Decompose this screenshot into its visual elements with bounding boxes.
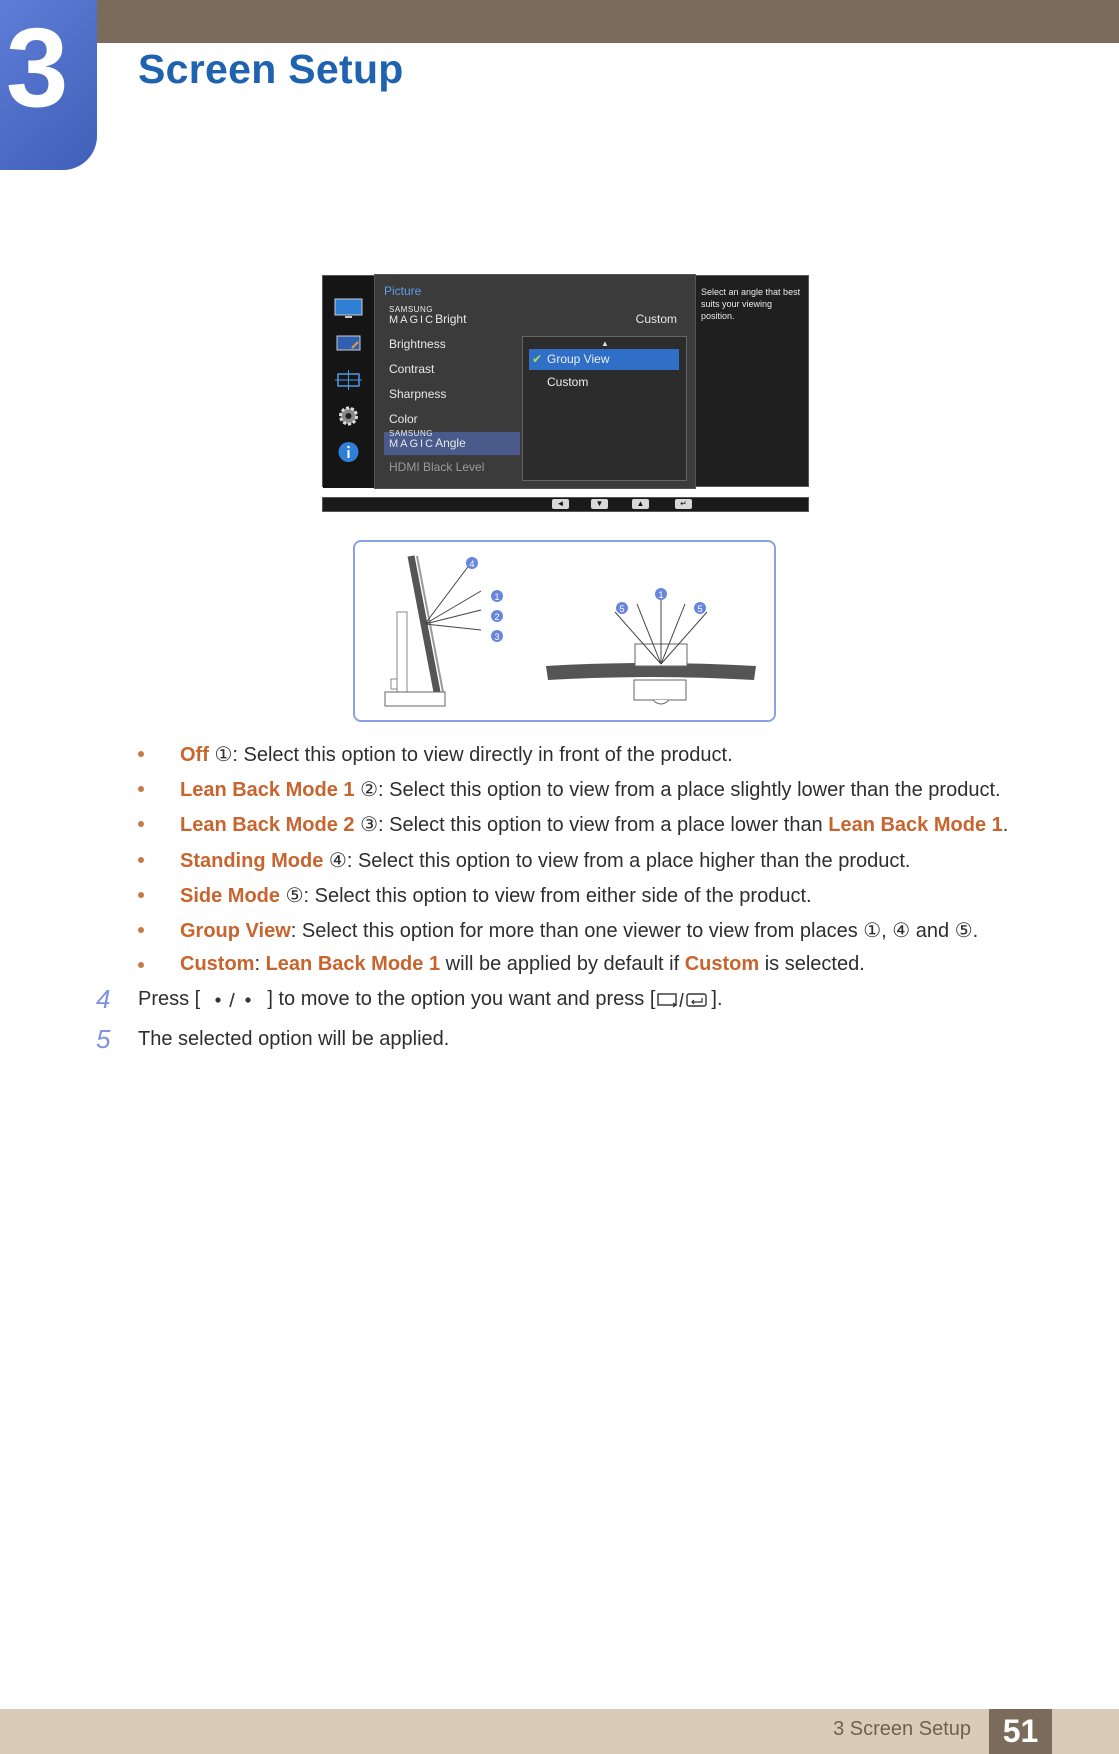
step-text-b: ] to move to the option you want and press [ (267, 988, 656, 1010)
separator: : (254, 953, 266, 975)
marker-1: 1 (494, 592, 500, 602)
term: Lean Back Mode 2 (180, 814, 355, 836)
marker: ② (360, 779, 379, 801)
term-ref-2: Custom (684, 953, 760, 975)
dot-slash-dot-icon (206, 990, 262, 1010)
samsung-wordmark: SAMSUNG (389, 305, 433, 314)
bullet-icon (138, 892, 144, 898)
description: : Select this option to view from a place lower than (378, 814, 829, 836)
term: Standing Mode (180, 850, 324, 872)
step-text: The selected option will be applied. (138, 1028, 450, 1050)
tail: . (1002, 814, 1009, 836)
marker-2: 2 (494, 612, 500, 622)
step-text-c: ]. (711, 988, 723, 1010)
monitor-icon (334, 298, 363, 320)
step-number: 5 (96, 1024, 111, 1054)
bullet-icon (138, 857, 144, 863)
up-arrow-button[interactable]: ▲ (632, 499, 649, 509)
footer-section: 3 Screen Setup (833, 1718, 971, 1740)
osd-picture-panel (374, 274, 696, 489)
marker-4: 4 (469, 559, 475, 569)
samsung-wordmark: SAMSUNG (389, 429, 433, 438)
term: Custom (180, 953, 255, 975)
term: Group View (180, 920, 291, 942)
enter-key-icon (655, 990, 711, 1010)
term-ref: Lean Back Mode 1 (265, 953, 441, 975)
page-number: 51 (989, 1709, 1052, 1754)
term: Side Mode (180, 885, 281, 907)
osd-item-hdmi-black-level[interactable]: HDMI Black Level (389, 460, 485, 474)
angle-dropdown[interactable] (522, 336, 687, 481)
resize-icon (334, 369, 363, 391)
osd-screenshot (322, 275, 809, 513)
marker: ⑤ (285, 885, 304, 907)
side-view-monitor (385, 556, 481, 706)
dropdown-option-label: Group View (547, 352, 610, 366)
bullet-icon (138, 786, 144, 792)
osd-item-sharpness[interactable]: Sharpness (389, 387, 447, 401)
gear-icon (334, 405, 363, 427)
bullet-icon (138, 821, 144, 827)
osd-window (322, 275, 809, 487)
page-title: Screen Setup (138, 46, 404, 92)
dropdown-option-label: Custom (547, 375, 589, 389)
description: : Select this option to view from a place higher than the product. (346, 850, 911, 872)
left-arrow-button[interactable]: ◄ (552, 499, 569, 509)
marker: ④ (328, 850, 347, 872)
osd-item-label: Bright (435, 312, 467, 326)
description: will be applied by default if (440, 953, 685, 975)
marker: ① (214, 744, 233, 766)
dropdown-option-custom[interactable] (529, 372, 679, 393)
osd-current-value: Custom (635, 312, 677, 326)
marker-1-top: 1 (658, 590, 664, 600)
osd-nav-bar (322, 497, 809, 512)
osd-help-text: Select an angle that best suits your viewing position. (701, 287, 801, 321)
description: : Select this option for more than one viewer to view from places ①, ④ and ⑤. (290, 920, 979, 942)
picture-adjust-icon (334, 333, 363, 355)
dropdown-option-group-view[interactable] (529, 349, 679, 370)
info-icon (334, 441, 363, 463)
viewing-angle-diagram (353, 540, 776, 722)
check-icon: ✔ (532, 352, 543, 366)
description: : Select this option to view directly in front of the product. (232, 744, 733, 766)
marker-3: 3 (494, 632, 500, 642)
header-bar (0, 0, 1119, 43)
top-view-monitor (546, 600, 756, 704)
bullet-icon (138, 927, 144, 933)
osd-icon-column (323, 276, 374, 488)
osd-item-magic-bright[interactable] (389, 305, 467, 326)
marker: ③ (360, 814, 379, 836)
osd-item-magic-angle[interactable] (389, 429, 466, 450)
scroll-up-icon: ▲ (601, 339, 609, 348)
magic-wordmark: MAGIC (389, 314, 436, 326)
marker-5-right: 5 (697, 604, 703, 614)
osd-item-label: Angle (435, 436, 466, 450)
term: Off (180, 744, 209, 766)
tail: is selected. (759, 953, 865, 975)
enter-button[interactable]: ↵ (675, 499, 692, 509)
chapter-tab (0, 0, 97, 170)
angle-illustration (355, 542, 774, 720)
marker-5-left: 5 (619, 604, 625, 614)
description: : Select this option to view from a place slightly lower than the product. (378, 779, 1001, 801)
bullet-icon (138, 751, 144, 757)
step-number: 4 (96, 984, 111, 1014)
osd-item-color[interactable]: Color (389, 412, 418, 426)
osd-heading: Picture (384, 284, 422, 298)
osd-item-contrast[interactable]: Contrast (389, 362, 435, 376)
bullet-icon (138, 962, 144, 968)
step-text-a: Press [ (138, 988, 201, 1010)
term-ref: Lean Back Mode 1 (828, 814, 1003, 836)
magic-wordmark: MAGIC (389, 438, 436, 450)
down-arrow-button[interactable]: ▼ (591, 499, 608, 509)
osd-item-brightness[interactable]: Brightness (389, 337, 446, 351)
term: Lean Back Mode 1 (180, 779, 355, 801)
description: : Select this option to view from either side of the product. (303, 885, 812, 907)
chapter-number: 3 (6, 5, 69, 130)
